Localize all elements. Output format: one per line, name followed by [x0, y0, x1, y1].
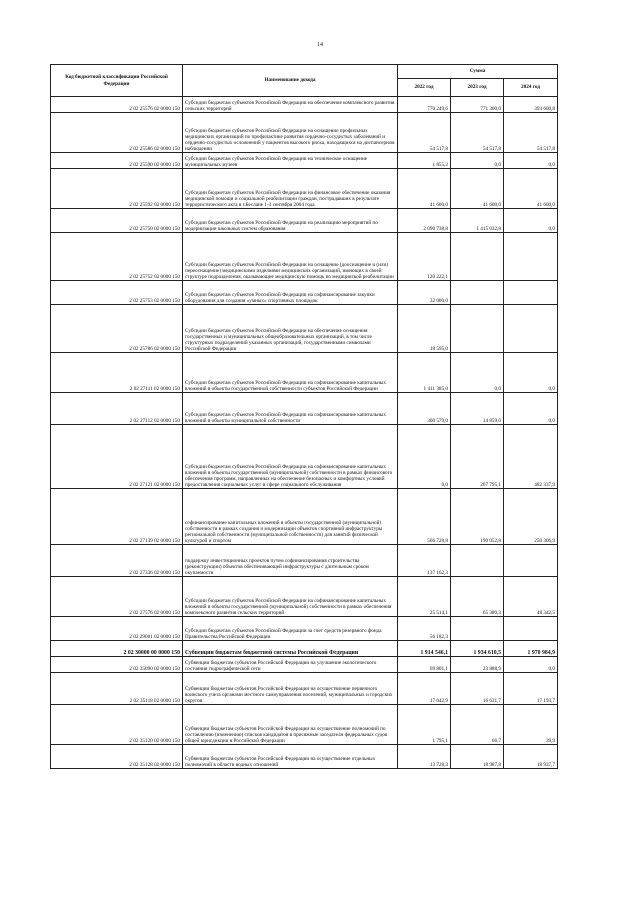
row-amount-2024: 1 970 984,9	[504, 641, 558, 657]
row-amount-2023: 18 987,8	[451, 745, 504, 769]
table-row	[51, 153, 558, 169]
page-number: 14	[317, 42, 323, 48]
row-name: Субвенции бюджетам субъектов Российской Федерации на осуществление отдельных полномочий в области водных отношений	[183, 745, 398, 769]
row-amount-2023: 16 631,7	[451, 673, 504, 705]
row-name: Субвенции бюджетам субъектов Российской Федерации на осуществление первичного воинского учета органами местного самоуправления поселений, муниципальных и городских округов	[183, 673, 398, 705]
table-row	[51, 745, 558, 769]
row-amount-2022: 137 162,3	[398, 545, 451, 577]
row-amount-2023: 267 795,1	[451, 425, 504, 489]
row-amount-2022: 18 595,0	[398, 305, 451, 353]
row-name: Субсидии бюджетам субъектов Российской Федерации на финансовое обеспечение оказания медицинской помощи и социальной реабилитации граждан, пострадавших в результате террористического акта в г.Беслане 1-3 сентября 2004 года	[183, 169, 398, 209]
row-code: 2 02 35118 02 0000 150	[51, 673, 183, 705]
row-name: Субсидии бюджетам субъектов Российской Федерации на реализацию мероприятий по модернизации школьных систем образования	[183, 209, 398, 233]
header-year-2022: 2022 год	[398, 79, 451, 97]
row-code: 2 02 35120 02 0000 150	[51, 705, 183, 745]
table-row	[51, 705, 558, 745]
row-amount-2024: 18 937,7	[504, 745, 558, 769]
table-row	[51, 641, 558, 657]
row-amount-2022: 69 801,1	[398, 657, 451, 673]
row-amount-2023: 14 859,0	[451, 393, 504, 425]
row-amount-2023	[451, 281, 504, 305]
row-code: 2 02 29001 02 0000 150	[51, 617, 183, 641]
row-name: поддержку инвестиционных проектов путем софинансирования строительства (реконструкции) объектов обеспечивающей инфраструктуры с длительным сроком окупаемости	[183, 545, 398, 577]
row-amount-2023: 65 380,3	[451, 577, 504, 617]
row-amount-2023: 0,0	[451, 353, 504, 393]
row-amount-2022: 1 795,1	[398, 705, 451, 745]
row-code: 2 02 30000 00 0000 150	[51, 641, 183, 657]
row-amount-2022: 2 090 738,8	[398, 209, 451, 233]
table-row	[51, 305, 558, 353]
table-row	[51, 393, 558, 425]
header-code: Код бюджетной классификации Российской Федерации	[51, 65, 183, 97]
row-code: 2 02 25750 02 0000 150	[51, 209, 183, 233]
row-amount-2024	[504, 617, 558, 641]
row-name: софинансирование капитальных вложений в объекты государственной (муниципальной) собственности в рамках создания и модернизации объектов спортивной инфраструктуры региональной собственности (муниципальной собственности) для занятий физической культурой и спортом	[183, 489, 398, 545]
row-amount-2023: 1 934 610,5	[451, 641, 504, 657]
row-amount-2022: 17 042,9	[398, 673, 451, 705]
budget-revenue-table	[50, 64, 558, 769]
header-name: Наименование дохода	[183, 65, 398, 97]
table-row	[51, 545, 558, 577]
row-code: 2 02 25592 02 0000 150	[51, 169, 183, 209]
row-code: 2 02 27112 02 0000 150	[51, 393, 183, 425]
row-amount-2022: 54 517,8	[398, 113, 451, 153]
row-code: 2 02 25586 02 0000 150	[51, 113, 183, 153]
row-amount-2024	[504, 281, 558, 305]
row-code: 2 02 35128 02 0000 150	[51, 745, 183, 769]
row-amount-2022: 25 514,1	[398, 577, 451, 617]
row-amount-2024: 0,0	[504, 353, 558, 393]
row-amount-2024: 393 600,8	[504, 97, 558, 113]
row-name: Субсидии бюджетам субъектов Российской Федерации на обеспечение оснащения государственных и муниципальных общеобразовательных организаций, в том числе структурных подразделений указанных организаций, государственными символами Российской Федерации	[183, 305, 398, 353]
row-amount-2023: 1 415 032,8	[451, 209, 504, 233]
row-amount-2022: 1 855,2	[398, 153, 451, 169]
row-amount-2024	[504, 233, 558, 281]
row-amount-2022: 32 000,0	[398, 281, 451, 305]
row-amount-2024: 48 342,5	[504, 577, 558, 617]
table-row	[51, 281, 558, 305]
row-amount-2022: 41 600,0	[398, 169, 451, 209]
row-name: Субвенции бюджетам субъектов Российской Федерации на осуществление полномочий по составлению (изменению) списков кандидатов в присяжные заседатели федеральных судов общей юрисдикции в Российской Федерации	[183, 705, 398, 745]
row-code: 2 02 27121 02 0000 150	[51, 425, 183, 489]
header-year-2024: 2024 год	[504, 79, 558, 97]
row-amount-2022: 13 728,3	[398, 745, 451, 769]
table-row	[51, 489, 558, 545]
row-amount-2024: 0,0	[504, 153, 558, 169]
row-amount-2022: 120 222,1	[398, 233, 451, 281]
table-row	[51, 113, 558, 153]
row-name: Субсидии бюджетам субъектов Российской Федерации на оснащение профильных медицинских организаций по профилактике развития сердечно-сосудистых заболеваний и сердечно-сосудистых осложнений у пациентов высокого риска, находящихся на диспансерном наблюдении	[183, 113, 398, 153]
header-sum: Сумма	[398, 65, 558, 79]
row-amount-2022: 1 411 385,0	[398, 353, 451, 393]
row-amount-2024: 17 193,7	[504, 673, 558, 705]
row-amount-2023: 771 300,0	[451, 97, 504, 113]
row-amount-2024: 482 337,9	[504, 425, 558, 489]
row-code: 2 02 27336 02 0000 150	[51, 545, 183, 577]
table-row	[51, 577, 558, 617]
row-code: 2 02 27111 02 0000 150	[51, 353, 183, 393]
row-amount-2022: 0,0	[398, 425, 451, 489]
row-code: 2 02 25590 02 0000 150	[51, 153, 183, 169]
row-amount-2023: 54 517,8	[451, 113, 504, 153]
row-amount-2024: 0,0	[504, 657, 558, 673]
table-row	[51, 233, 558, 281]
table-row	[51, 169, 558, 209]
row-amount-2023: 41 600,0	[451, 169, 504, 209]
row-amount-2024	[504, 305, 558, 353]
table-row	[51, 425, 558, 489]
table-row	[51, 209, 558, 233]
table-row	[51, 673, 558, 705]
row-amount-2024: 54 517,8	[504, 113, 558, 153]
row-code: 2 02 27139 02 0000 150	[51, 489, 183, 545]
row-amount-2024	[504, 545, 558, 577]
table-row	[51, 353, 558, 393]
row-amount-2023: 66,7	[451, 705, 504, 745]
row-name: Субсидии бюджетам субъектов Российской Федерации на обеспечение комплексного развития сельских территорий	[183, 97, 398, 113]
row-amount-2024: 0,0	[504, 393, 558, 425]
row-code: 2 02 25786 02 0000 150	[51, 305, 183, 353]
row-amount-2022: 300 579,0	[398, 393, 451, 425]
table-row	[51, 97, 558, 113]
row-amount-2022: 1 914 546,1	[398, 641, 451, 657]
row-name: Субсидии бюджетам субъектов Российской Федерации на софинансирование капитальных вложений в объекты муниципальной собственности	[183, 393, 398, 425]
row-name: Субсидии бюджетам субъектов Российской Федерации на софинансирование капитальных вложений в объекты государственной (муниципальной) собственности в рамках финансового обеспечения программ, направленных на обеспечение безопасных и комфортных условий предоставления социальных услуг в сфере социального обслуживания	[183, 425, 398, 489]
row-amount-2024: 0,0	[504, 209, 558, 233]
row-amount-2022: 566 728,8	[398, 489, 451, 545]
row-amount-2023	[451, 233, 504, 281]
row-amount-2022: 770 249,6	[398, 97, 451, 113]
row-amount-2024: 39,9	[504, 705, 558, 745]
row-amount-2024: 250 306,9	[504, 489, 558, 545]
row-name: Субсидии бюджетам субъектов Российской Федерации на техническое оснащение муниципальных музеев	[183, 153, 398, 169]
row-amount-2023	[451, 305, 504, 353]
row-code: 2 02 35090 02 0000 150	[51, 657, 183, 673]
row-name: Субвенции бюджетам субъектов Российской Федерации на улучшение экологического состояния гидрографической сети	[183, 657, 398, 673]
row-amount-2023	[451, 617, 504, 641]
table-row	[51, 617, 558, 641]
row-amount-2022: 56 182,3	[398, 617, 451, 641]
row-amount-2023: 190 052,8	[451, 489, 504, 545]
row-code: 2 02 25576 02 0000 150	[51, 97, 183, 113]
header-year-2023: 2023 год	[451, 79, 504, 97]
row-name: Субсидии бюджетам субъектов Российской Федерации на оснащение (дооснащение и (или) переоснащение) медицинскими изделиями медицинских организаций, имеющих в своей структуре подразделения, оказывающие медицинскую помощь по медицинской реабилитации	[183, 233, 398, 281]
row-code: 2 02 25753 02 0000 150	[51, 281, 183, 305]
row-name: Субсидии бюджетам субъектов Российской Федерации за счет средств резервного фонда Правительства Российской Федерации	[183, 617, 398, 641]
row-name: Субвенции бюджетам бюджетной системы Российской Федерации	[183, 641, 398, 657]
row-amount-2023: 0,0	[451, 153, 504, 169]
table-row	[51, 657, 558, 673]
row-amount-2023	[451, 545, 504, 577]
row-name: Субсидии бюджетам субъектов Российской Федерации на софинансирование закупки оборудования для создания «умных» спортивных площадок	[183, 281, 398, 305]
row-code: 2 02 25752 02 0000 150	[51, 233, 183, 281]
row-name: Субсидии бюджетам субъектов Российской Федерации на софинансирование капитальных вложений в объекты государственной (муниципальной) собственности в рамках обеспечения комплексного развития сельских территорий	[183, 577, 398, 617]
row-code: 2 02 27576 02 0000 150	[51, 577, 183, 617]
row-amount-2024: 41 600,0	[504, 169, 558, 209]
row-name: Субсидии бюджетам субъектов Российской Федерации на софинансирование капитальных вложений в объекты государственной собственности субъектов Российской Федерации	[183, 353, 398, 393]
row-amount-2023: 23 888,9	[451, 657, 504, 673]
